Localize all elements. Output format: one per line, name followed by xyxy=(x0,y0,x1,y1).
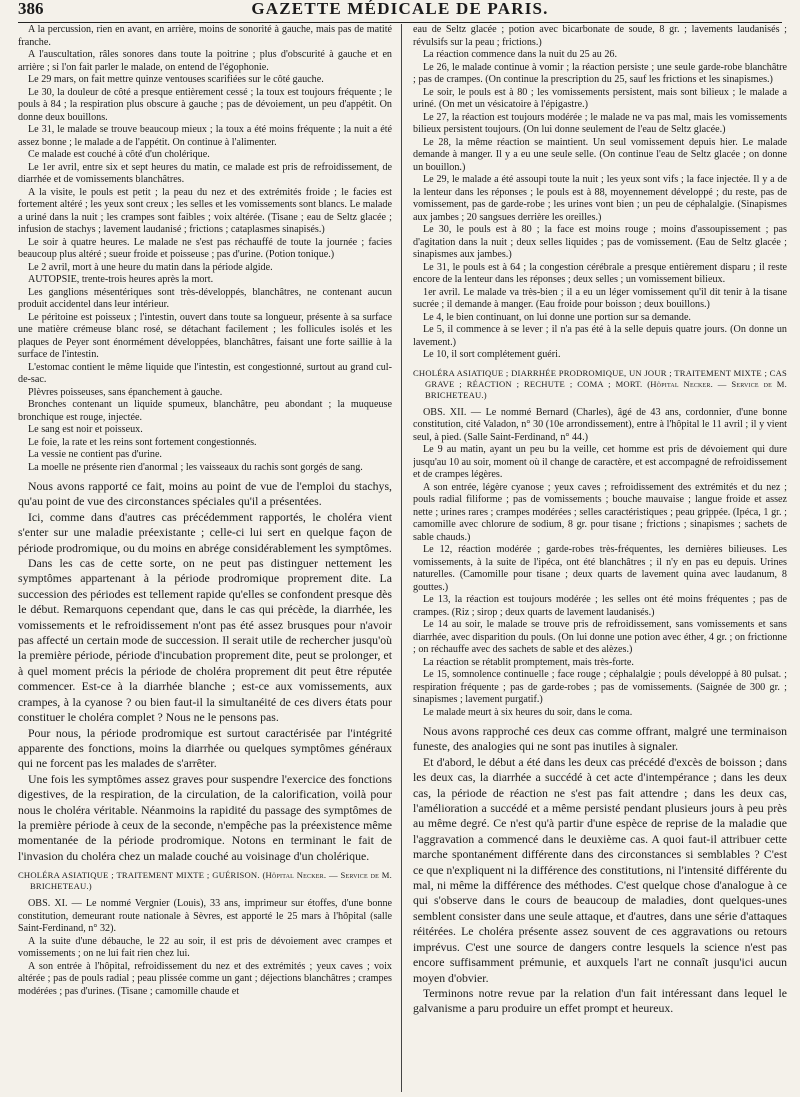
paragraph: Le 1er avril, entre six et sept heures du matin, ce malade est pris de refroidissement, de diarrhée et de vomissements blanchâtres. xyxy=(18,161,392,185)
paragraph: La réaction se rétablit promptement, mais très-forte. xyxy=(423,656,634,668)
section-heading: CHOLÉRA ASIATIQUE ; TRAITEMENT MIXTE ; GUÉRISON. (Hôpital Necker. — Service de M. BRICHETEAU.) xyxy=(18,870,392,892)
paragraph: La réaction commence dans la nuit du 25 au 26. xyxy=(423,49,617,60)
commentary-paragraph: Ici, comme dans d'autres cas précédemment rapportés, le choléra vient s'enter sur une maladie préexistante ; celle-ci lui sert en quelque façon de période prodromique, ou du moins en abrége considérablement les symptômes. xyxy=(18,509,392,555)
paragraph: A la visite, le pouls est petit ; la peau du nez et des extrémités froide ; le facies est fortement altéré ; les yeux sont creux ; les selles et les vomissements sont blancs. Le malade a uriné dans la nuit ; les crampes sont faibles ; voix altérée. (Tisane ; eau de Seltz glacée ; infusion de stachys ; lavement laudanisé ; frictions ; cataplasmes sinapisés.) xyxy=(18,186,392,235)
left-column xyxy=(18,24,392,1092)
paragraph: A l'auscultation, râles sonores dans toute la poitrine ; plus d'obscurité à gauche et en arrière ; si l'on fait parler le malade, on entend de l'égophonie. xyxy=(18,49,392,73)
paragraph: Le sang est noir et poisseux. xyxy=(28,424,143,435)
paragraph: Le 4, le bien continuant, on lui donne une portion sur sa demande. xyxy=(423,311,691,323)
commentary-paragraph: Une fois les symptômes assez graves pour suspendre l'exercice des fonctions digestives, de la respiration, de la circulation, de la calorification, voilà pour nous le choléra véritable. Néanmoins la rapidité du passage des symptômes de la première période à ceux de la seconde, n'empêche pas la préexistence même momentanée de la période prodromique. Notons en terminant le fait de l'invasion du choléra chez un malade couché au voisinage d'un cholérique. xyxy=(18,771,392,863)
commentary-paragraph: Dans les cas de cette sorte, on ne peut pas distinguer nettement les symptômes appartenant à la période prodromique proprement dite. La succession des périodes est tellement rapide qu'elles se confondent presque dès le début. Remarquons cependant que, dans le cas qui précède, la diarrhée, les vomissements et le refroidissement n'ont pas été assez brusques pour n'avoir pas affecté un certain mode de succession. Il serait utile de rechercher jusqu'où la première période, période d'incubation proprement dite, peut se prolonger, et à quel moment précis la période de choléra proprement dit peut être réputée commencer. Est-ce à la diarrhée blanche ; est-ce aux vomissements, aux crampes, à la cyanose ? ou bien faut-il la simultanéité de ces divers états pour constituer le choléra complet ? Nous ne le pensons pas. xyxy=(18,556,392,725)
paragraph: Le 27, la réaction est toujours modérée ; le malade ne va pas mal, mais les vomissements bilieux persistent toujours. (On lui donne seulement de l'eau de Seltz glacée.) xyxy=(413,111,787,135)
paragraph: Ce malade est couché à côté d'un cholérique. xyxy=(28,149,210,160)
paragraph: La moelle ne présente rien d'anormal ; les vaisseaux du rachis sont gorgés de sang. xyxy=(28,461,363,473)
paragraph: A la percussion, rien en avant, en arrière, moins de sonorité à gauche, mais pas de matité franche. xyxy=(18,24,392,48)
commentary-paragraph: Et d'abord, le début a été dans les deux cas précédé d'excès de boisson ; dans les deux cas, la diarrhée a succédé à cet acte d'intempérance ; dans les deux cas, la période de réaction ne s'est pas fait attendre ; dans les deux cas, l'amélioration a succédé et a même persisté pendant plusieurs jours à peu près au même degré. Ce n'est qu'à partir d'une espèce de reprise de la maladie que l'aggravation a commencé dans le deuxième cas. A quoi faut-il attribuer cette marche spontanément différente dans des circonstances si semblables ? C'est ce que n'expliquent ni la différence des constitutions, ni l'intensité différente du mal, ni même la différence des méthodes. C'est quelque chose d'analogue à ce qui s'observe dans le cours de beaucoup de maladies, dont quelques-unes semblent consister dans une seule attaque, et d'autres, dans une série d'attaques réitérées. Le choléra présente assez souvent de ces aggravations ou retours imprévus. C'est une source de dangers contre lesquels la science n'est pas encore suffisamment prémunie, et auxquels l'art ne connaît jusqu'ici aucun moyen d'obvier. xyxy=(413,754,787,985)
commentary-paragraph: Nous avons rapporté ce fait, moins au point de vue de l'emploi du stachys, qu'au point de vue des circonstances spéciales qu'il a présentées. xyxy=(18,479,392,509)
paragraph: A son entrée, légère cyanose ; yeux caves ; refroidissement des extrémités et du nez ; pouls radial filiforme ; pas de vomissements ; bouche mauvaise ; langue froide et assez nette ; urines rares ; crampes modérées ; selles caractéristiques ; peau grippée. (Ipéca, 1 gr. ; camomille avec chlorure de sodium, 8 gr. pour tisane ; frictions ; sinapismes ; sachets de sable chauds.) xyxy=(413,481,787,543)
paragraph: Le soir, le pouls est à 80 ; les vomissements persistent, mais sont bilieux ; le malade a uriné. (On met un vésicatoire à l'épigastre.) xyxy=(413,86,787,110)
paragraph: Le 9 au matin, ayant un peu bu la veille, cet homme est pris de dévoiement qui dure jusqu'au 10 au soir, moment où il change de caractère, et est accompagné de refroidissement et de crampes légères. xyxy=(413,444,787,480)
paragraph: 1er avril. Le malade va très-bien ; il a eu un léger vomissement qu'il dit tenir à la tisane sucrée ; il demande à manger. (Eau froide pour boisson ; deux bouillons.) xyxy=(413,286,787,310)
paragraph: Le 15, somnolence continuelle ; face rouge ; céphalalgie ; pouls développé à 80 pulsat. ; respiration fréquente ; pas de garde-robes ; pas de vomissements. (Saignée de 300 gr. ; sinapismes ; lavement purgatif.) xyxy=(413,669,787,705)
paragraph: Le péritoine est poisseux ; l'intestin, ouvert dans toute sa longueur, présente à sa surface une matière crémeuse blanc rosé, se détachant facilement ; les follicules isolés et les plaques de Peyer sont énormément développées, blanchâtres, faisant une forte saillie à la surface de l'intestin. xyxy=(18,311,392,360)
paragraph: La vessie ne contient pas d'urine. xyxy=(28,449,162,460)
paragraph: Le 31, le pouls est à 64 ; la congestion cérébrale a presque entièrement disparu ; il reste encore de la lenteur dans les réponses ; deux selles ; un vomissement bilieux. xyxy=(413,261,787,285)
section-heading: CHOLÉRA ASIATIQUE ; DIARRHÉE PRODROMIQUE, UN JOUR ; TRAITEMENT MIXTE ; CAS GRAVE ; RÉACTION ; RECHUTE ; COMA ; MORT. (Hôpital Necker. — Service de M. BRICHETEAU.) xyxy=(413,367,787,400)
paragraph: Le foie, la rate et les reins sont fortement congestionnés. xyxy=(28,436,257,448)
commentary-paragraph: Pour nous, la période prodromique est surtout caractérisée par l'intégrité apparente des fonctions, moins la diarrhée ou quelques symptômes généraux qui ne forcent pas les malades de s'arrêter. xyxy=(18,725,392,771)
paragraph: Le 26, le malade continue à vomir ; la réaction persiste ; une seule garde-robe blanchâtre ; pas de crampes. (On continue la prescription du 25, sauf les frictions et les sinapismes.) xyxy=(413,61,787,85)
paragraph: eau de Seltz glacée ; potion avec bicarbonate de soude, 8 gr. ; lavements laudanisés ; révulsifs sur la peau ; frictions.) xyxy=(413,24,787,48)
paragraph: Le 14 au soir, le malade se trouve pris de refroidissement, sans vomissements et sans diarrhée, avec disparition du pouls. (On lui donne une potion avec éther, 4 gr. ; on frictionne ; on réchauffe avec des sachets de sable et des alèzes.) xyxy=(413,619,787,655)
right-column xyxy=(413,24,787,1092)
paragraph: L'estomac contient le même liquide que l'intestin, est congestionné, surtout au grand cul-de-sac. xyxy=(18,361,392,385)
page-number: 386 xyxy=(18,0,44,18)
paragraph: Le 28, la même réaction se maintient. Un seul vomissement depuis hier. Le malade demande à manger. Il y a eu une seule selle. (On continue l'eau de Seltz glacée ; on donne un bouillon.) xyxy=(413,136,787,173)
paragraph: OBS. XII. — Le nommé Bernard (Charles), âgé de 43 ans, cordonnier, d'une bonne constitution, cité Valadon, n° 30 (10e arrondissement), entre à l'hôpital le 11 avril ; il y vient seul, à pied. (Salle Saint-Ferdinand, n° 44.) xyxy=(413,406,787,443)
paragraph: OBS. XI. — Le nommé Vergnier (Louis), 33 ans, imprimeur sur étoffes, d'une bonne constitution, demeurant route nationale à Sèvres, est apporté le 25 mars à l'hôpital (salle Saint-Ferdinand, n° 32). xyxy=(18,898,392,935)
paragraph: Le 30, la douleur de côté a presque entièrement cessé ; la toux est toujours fréquente ; le pouls à 84 ; la respiration plus obscure à gauche ; pas de dévoiement, un peu d'appétit. On donne deux bouillons. xyxy=(18,86,392,123)
paragraph: Bronches contenant un liquide spumeux, blanchâtre, peu abondant ; la muqueuse bronchique est rouge, injectée. xyxy=(18,399,392,423)
paragraph: Le 12, réaction modérée ; garde-robes très-fréquentes, les dernières bilieuses. Les vomissements, à la suite de l'ipéca, ont été blanchâtres ; il n'y en pas eu depuis. Urines naturelles. (Camomille pour tisane ; deux quarts de lavement quina avec laudanum, 8 gouttes.) xyxy=(413,544,787,593)
paragraph: Le malade meurt à six heures du soir, dans le coma. xyxy=(423,706,633,718)
paragraph: Le 29 mars, on fait mettre quinze ventouses scarifiées sur le côté gauche. xyxy=(28,74,324,85)
paragraph: Le 31, le malade se trouve beaucoup mieux ; la toux a été moins fréquente ; la nuit a été assez bonne ; le malade a de l'appétit. On continue à l'alimenter. xyxy=(18,124,392,148)
paragraph: Le soir à quatre heures. Le malade ne s'est pas réchauffé de toute la journée ; facies beaucoup plus altéré ; sueur froide et poisseuse ; pas d'urine. (Potion tonique.) xyxy=(18,236,392,260)
paragraph: Le 29, le malade a été assoupi toute la nuit ; les yeux sont vifs ; la face injectée. Il y a de la lenteur dans les réponses ; le pouls est à 88, moyennement développé ; du reste, pas de vomissement, pas de garde-robe ; les urines vont bien ; un peu de céphalalgie. (Sinapismes aux jambes ; 20 sangsues derrière les oreilles.) xyxy=(413,174,787,223)
paragraph: Le 5, il commence à se lever ; il n'a pas été à la selle depuis quatre jours. (On donne un lavement.) xyxy=(413,324,787,348)
page-header xyxy=(18,0,782,23)
paragraph: Le 13, la réaction est toujours modérée ; les selles ont été moins fréquentes ; pas de crampes. (Riz ; sirop ; deux quarts de lavement laudanisés.) xyxy=(413,594,787,618)
commentary-paragraph: Terminons notre revue par la relation d'un fait intéressant dans lequel le galvanisme a paru produire un effet prompt et heureux. xyxy=(413,985,787,1016)
columns xyxy=(18,24,787,1094)
paragraph: A la suite d'une débauche, le 22 au soir, il est pris de dévoiement avec crampes et vomissements ; on ne lui fait rien chez lui. xyxy=(18,935,392,960)
paragraph: Les ganglions mésentériques sont très-développés, blanchâtres, ne contenant aucun produit accidentel dans leur intérieur. xyxy=(18,286,392,310)
paragraph: Le 30, le pouls est à 80 ; la face est moins rouge ; moins d'assoupissement ; pas d'agitation dans la nuit ; deux selles liquides ; pas de vomissement. (Eau de Seltz glacée ; sinapismes aux jambes.) xyxy=(413,224,787,260)
paragraph: A son entrée à l'hôpital, refroidissement du nez et des extrémités ; yeux caves ; voix altérée ; pas de pouls radial ; peau plissée comme un gant ; déjections blanchâtres ; crampes modérées ; pas d'urines. (Tisane ; camomille chaude et xyxy=(18,960,392,997)
commentary-paragraph: Nous avons rapproché ces deux cas comme offrant, malgré une terminaison funeste, des analogies qui ne sont pas inutiles à signaler. xyxy=(413,724,787,754)
column-divider xyxy=(401,24,402,1092)
paragraph: Le 10, il sort complétement guéri. xyxy=(423,349,561,360)
paragraph: Plèvres poisseuses, sans épanchement à gauche. xyxy=(28,386,223,398)
journal-title: GAZETTE MÉDICALE DE PARIS. xyxy=(251,0,549,18)
paragraph: Le 2 avril, mort à une heure du matin dans la période algide. xyxy=(28,261,273,273)
autopsy-heading: AUTOPSIE, trente-trois heures après la mort. xyxy=(28,274,214,285)
